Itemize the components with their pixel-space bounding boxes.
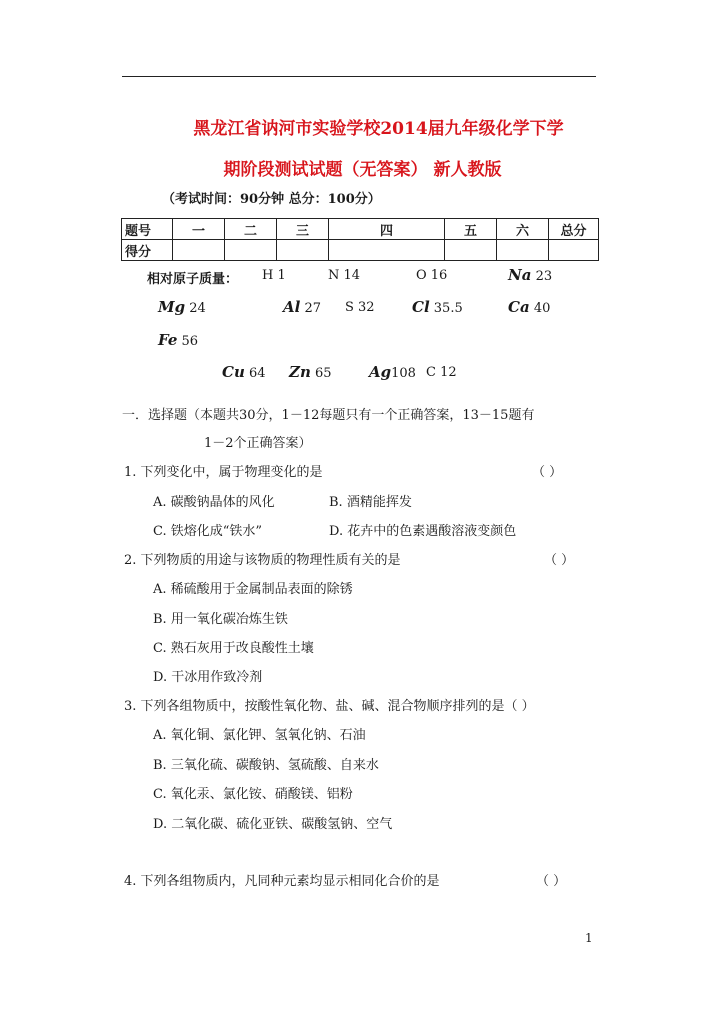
atomic-mass-o: O 16	[416, 268, 448, 283]
atomic-mass-ag	[369, 363, 416, 381]
atomic-mass-cl	[412, 298, 463, 316]
score-blank-cell	[225, 240, 277, 261]
element-value: 64	[249, 366, 266, 381]
element-symbol: Fe	[158, 331, 178, 349]
question-3-option-d: D. 二氧化碳、硫化亚铁、碳酸氢钠、空气	[153, 817, 393, 832]
question-2-option-b: B. 用一氧化碳冶炼生铁	[153, 612, 288, 627]
element-value: 108	[391, 366, 416, 381]
score-cell: 六	[497, 219, 549, 240]
page-number: 1	[585, 931, 593, 945]
atomic-mass-na	[508, 266, 552, 284]
element-value: 65	[315, 366, 332, 381]
atomic-mass-mg	[158, 298, 206, 316]
score-cell: 四	[329, 219, 445, 240]
question-3-option-a: A. 氧化铜、氯化钾、氢氧化钠、石油	[153, 728, 366, 743]
title-line-2: 期阶段测试试题（无答案） 新人教版	[223, 160, 502, 180]
question-3-option-b: B. 三氧化硫、碳酸钠、氢硫酸、自来水	[153, 758, 379, 773]
atomic-mass-label: 相对原子质量：	[147, 272, 239, 287]
section-heading: 一．选择题（本题共30分，1－12每题只有一个正确答案，13－15题有	[122, 408, 535, 423]
score-cell: 一	[173, 219, 225, 240]
atomic-mass-cu	[222, 363, 266, 381]
score-blank-cell	[497, 240, 549, 261]
atomic-mass-s: S 32	[345, 300, 375, 315]
element-symbol: Cu	[222, 363, 245, 381]
score-blank-cell	[445, 240, 497, 261]
question-3-stem: 3. 下列各组物质中，按酸性氧化物、盐、碱、混合物顺序排列的是（ ）	[124, 699, 535, 714]
question-1-option-c: C. 铁熔化成“铁水”	[153, 524, 263, 539]
element-value: 56	[181, 334, 199, 349]
question-1-stem: 1. 下列变化中，属于物理变化的是	[124, 465, 323, 480]
question-2-option-a: A. 稀硫酸用于金属制品表面的除锈	[153, 582, 353, 597]
answer-bracket: （ ）	[544, 553, 575, 568]
element-symbol: Ag	[369, 363, 392, 381]
element-symbol: Zn	[289, 363, 311, 381]
element-value: 24	[189, 301, 206, 316]
answer-bracket: （ ）	[532, 465, 563, 480]
question-2-option-d: D. 干冰用作致冷剂	[153, 670, 263, 685]
score-table-header-row	[122, 219, 599, 240]
section-heading-cont: 1－2个正确答案）	[204, 436, 312, 451]
atomic-mass-zn	[289, 363, 332, 381]
element-symbol: Mg	[158, 298, 186, 316]
score-blank-cell	[173, 240, 225, 261]
score-cell: 三	[277, 219, 329, 240]
element-symbol: Cl	[412, 298, 430, 316]
exam-info: （考试时间：90分钟 总分：100分）	[162, 192, 381, 207]
title-line-1: 黑龙江省讷河市实验学校2014届九年级化学下学	[193, 119, 564, 139]
element-value: 23	[535, 269, 553, 284]
atomic-mass-fe	[158, 331, 198, 349]
atomic-mass-al	[283, 298, 321, 316]
question-1-option-a: A. 碳酸钠晶体的风化	[153, 495, 275, 510]
header-rule	[122, 76, 596, 77]
score-cell: 题号	[122, 219, 173, 240]
element-symbol: Al	[283, 298, 301, 316]
score-blank-cell	[277, 240, 329, 261]
score-cell: 得分	[122, 240, 173, 261]
score-cell: 总分	[549, 219, 599, 240]
question-1-option-b: B. 酒精能挥发	[329, 495, 412, 510]
score-table	[121, 218, 599, 261]
element-value: 40	[533, 301, 551, 316]
question-3-option-c: C. 氧化汞、氯化铵、硝酸镁、铝粉	[153, 787, 353, 802]
score-cell: 二	[225, 219, 277, 240]
atomic-mass-ca	[508, 298, 550, 316]
score-blank-cell	[549, 240, 599, 261]
element-symbol: Na	[508, 266, 532, 284]
element-symbol: Ca	[508, 298, 530, 316]
score-cell: 五	[445, 219, 497, 240]
atomic-mass-n: N 14	[328, 268, 361, 283]
score-table-row	[122, 240, 599, 261]
question-4-stem: 4. 下列各组物质内，凡同种元素均显示相同化合价的是	[124, 874, 440, 889]
question-2-option-c: C. 熟石灰用于改良酸性土壤	[153, 641, 314, 656]
question-1-option-d: D. 花卉中的色素遇酸溶液变颜色	[329, 524, 517, 539]
score-blank-cell	[329, 240, 445, 261]
element-value: 35.5	[433, 301, 463, 316]
answer-bracket: （ ）	[536, 874, 567, 889]
atomic-mass-c: C 12	[426, 365, 457, 380]
question-2-stem: 2. 下列物质的用途与该物质的物理性质有关的是	[124, 553, 401, 568]
atomic-mass-h: H 1	[262, 268, 286, 283]
element-value: 27	[304, 301, 322, 316]
